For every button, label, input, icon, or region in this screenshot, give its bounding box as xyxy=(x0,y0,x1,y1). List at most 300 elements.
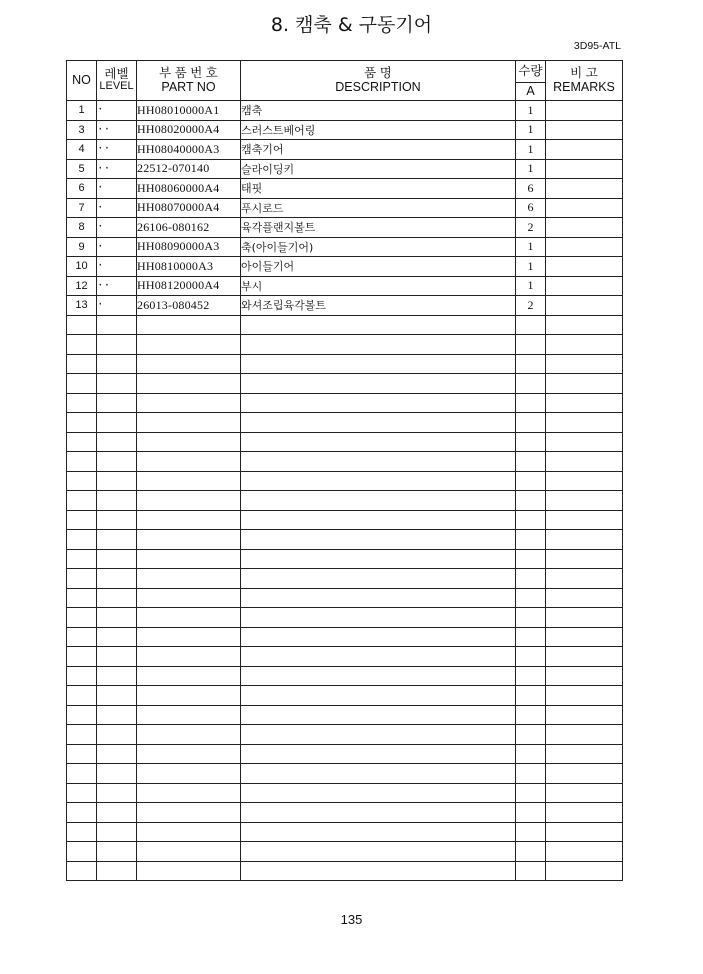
part-remarks xyxy=(546,705,623,725)
part-remarks xyxy=(546,744,623,764)
part-number xyxy=(137,549,241,569)
part-description xyxy=(241,354,516,374)
model-code: 3D95-ATL xyxy=(573,40,621,52)
part-number-index xyxy=(67,432,97,452)
part-number xyxy=(137,569,241,589)
part-quantity: 1 xyxy=(516,120,546,140)
part-remarks xyxy=(546,374,623,394)
part-level: · xyxy=(97,218,137,238)
part-quantity xyxy=(516,491,546,511)
part-remarks xyxy=(546,803,623,823)
page-number: 135 xyxy=(340,912,363,927)
part-number: HH08120000A4 xyxy=(137,276,241,296)
empty-table-row xyxy=(67,432,623,452)
part-number-index xyxy=(67,510,97,530)
part-number-index: 8 xyxy=(67,218,97,238)
part-remarks xyxy=(546,101,623,121)
part-level xyxy=(97,569,137,589)
part-number xyxy=(137,842,241,862)
empty-table-row xyxy=(67,549,623,569)
part-number: HH08070000A4 xyxy=(137,198,241,218)
part-number xyxy=(137,627,241,647)
part-description: 스러스트베어링 xyxy=(241,120,516,140)
part-remarks xyxy=(546,335,623,355)
part-description xyxy=(241,627,516,647)
part-quantity: 2 xyxy=(516,218,546,238)
part-number xyxy=(137,471,241,491)
part-description xyxy=(241,666,516,686)
part-level xyxy=(97,647,137,667)
table-row xyxy=(67,257,623,277)
part-description: 아이들기어 xyxy=(241,257,516,277)
part-number-index xyxy=(67,705,97,725)
part-remarks xyxy=(546,822,623,842)
part-number xyxy=(137,452,241,472)
part-description xyxy=(241,803,516,823)
part-description xyxy=(241,413,516,433)
empty-table-row xyxy=(67,783,623,803)
part-number xyxy=(137,491,241,511)
part-number xyxy=(137,705,241,725)
part-quantity xyxy=(516,861,546,881)
part-level xyxy=(97,491,137,511)
header-remarks-ko-right: 고 xyxy=(585,66,598,81)
header-level-ko: 레벨 xyxy=(104,67,129,82)
part-remarks xyxy=(546,140,623,160)
part-number: HH08090000A3 xyxy=(137,237,241,257)
part-level xyxy=(97,452,137,472)
part-number-index xyxy=(67,608,97,628)
part-quantity: 1 xyxy=(516,159,546,179)
header-level xyxy=(97,61,137,101)
part-number-index xyxy=(67,822,97,842)
part-remarks xyxy=(546,315,623,335)
part-remarks xyxy=(546,549,623,569)
part-quantity xyxy=(516,393,546,413)
part-quantity xyxy=(516,744,546,764)
part-level: · xyxy=(97,101,137,121)
part-number-index xyxy=(67,354,97,374)
part-number-index: 7 xyxy=(67,198,97,218)
empty-table-row xyxy=(67,471,623,491)
part-remarks xyxy=(546,686,623,706)
part-level xyxy=(97,627,137,647)
empty-table-row xyxy=(67,803,623,823)
part-level xyxy=(97,335,137,355)
part-description xyxy=(241,569,516,589)
empty-table-row xyxy=(67,393,623,413)
part-level xyxy=(97,822,137,842)
empty-table-row xyxy=(67,647,623,667)
part-quantity xyxy=(516,452,546,472)
part-number-index xyxy=(67,335,97,355)
part-remarks xyxy=(546,530,623,550)
part-description xyxy=(241,393,516,413)
part-level: ·· xyxy=(97,140,137,160)
part-quantity xyxy=(516,842,546,862)
part-number xyxy=(137,393,241,413)
part-number xyxy=(137,686,241,706)
part-level: · xyxy=(97,237,137,257)
part-level xyxy=(97,413,137,433)
header-qty-sub: A xyxy=(516,83,546,101)
part-description xyxy=(241,335,516,355)
part-level: ·· xyxy=(97,120,137,140)
part-quantity: 1 xyxy=(516,237,546,257)
part-quantity xyxy=(516,315,546,335)
header-qty: 수량 xyxy=(516,61,546,83)
part-level xyxy=(97,861,137,881)
part-number-index xyxy=(67,725,97,745)
part-level xyxy=(97,530,137,550)
part-level: ·· xyxy=(97,159,137,179)
table-row xyxy=(67,101,623,121)
empty-table-row xyxy=(67,627,623,647)
part-description xyxy=(241,686,516,706)
table-row xyxy=(67,218,623,238)
empty-table-row xyxy=(67,413,623,433)
part-remarks xyxy=(546,218,623,238)
part-remarks xyxy=(546,120,623,140)
part-level xyxy=(97,705,137,725)
part-number xyxy=(137,530,241,550)
part-quantity xyxy=(516,764,546,784)
part-remarks xyxy=(546,608,623,628)
empty-table-row xyxy=(67,705,623,725)
part-quantity: 1 xyxy=(516,257,546,277)
header-level-en: LEVEL xyxy=(99,80,134,93)
part-level xyxy=(97,666,137,686)
part-number-index: 9 xyxy=(67,237,97,257)
part-number xyxy=(137,510,241,530)
header-remarks xyxy=(546,61,623,101)
part-description: 캠축기어 xyxy=(241,140,516,160)
part-remarks xyxy=(546,413,623,433)
part-level xyxy=(97,686,137,706)
parts-table-body xyxy=(67,101,623,881)
part-number xyxy=(137,822,241,842)
part-quantity xyxy=(516,335,546,355)
part-remarks xyxy=(546,179,623,199)
part-number-index: 5 xyxy=(67,159,97,179)
part-quantity xyxy=(516,705,546,725)
part-number-index xyxy=(67,471,97,491)
part-number-index xyxy=(67,452,97,472)
part-number-index xyxy=(67,549,97,569)
part-number xyxy=(137,354,241,374)
part-quantity xyxy=(516,725,546,745)
part-level xyxy=(97,354,137,374)
part-quantity xyxy=(516,822,546,842)
table-row xyxy=(67,179,623,199)
empty-table-row xyxy=(67,744,623,764)
header-remarks-ko-left: 비 xyxy=(570,66,583,81)
header-part-ko: 부 품 번 호 xyxy=(159,66,218,81)
part-level xyxy=(97,471,137,491)
empty-table-row xyxy=(67,666,623,686)
part-number-index xyxy=(67,374,97,394)
part-remarks xyxy=(546,764,623,784)
part-level: · xyxy=(97,198,137,218)
part-quantity xyxy=(516,413,546,433)
part-quantity: 2 xyxy=(516,296,546,316)
part-number: 22512-070140 xyxy=(137,159,241,179)
part-number-index xyxy=(67,393,97,413)
part-description xyxy=(241,549,516,569)
part-number: HH0810000A3 xyxy=(137,257,241,277)
part-quantity: 6 xyxy=(516,198,546,218)
part-number-index xyxy=(67,666,97,686)
header-description xyxy=(241,61,516,101)
empty-table-row xyxy=(67,354,623,374)
part-description xyxy=(241,842,516,862)
part-number-index xyxy=(67,686,97,706)
part-remarks xyxy=(546,452,623,472)
part-remarks xyxy=(546,198,623,218)
empty-table-row xyxy=(67,374,623,394)
empty-table-row xyxy=(67,452,623,472)
part-remarks xyxy=(546,491,623,511)
empty-table-row xyxy=(67,725,623,745)
part-number-index xyxy=(67,413,97,433)
part-remarks xyxy=(546,783,623,803)
part-remarks xyxy=(546,627,623,647)
table-row xyxy=(67,296,623,316)
part-number xyxy=(137,647,241,667)
empty-table-row xyxy=(67,588,623,608)
part-number: HH08020000A4 xyxy=(137,120,241,140)
part-description xyxy=(241,588,516,608)
part-description: 슬라이딩키 xyxy=(241,159,516,179)
part-number-index xyxy=(67,783,97,803)
header-part-no xyxy=(137,61,241,101)
part-level xyxy=(97,608,137,628)
part-description xyxy=(241,374,516,394)
header-desc-ko xyxy=(241,67,515,80)
part-level: · xyxy=(97,257,137,277)
part-number-index xyxy=(67,744,97,764)
table-row xyxy=(67,140,623,160)
part-quantity xyxy=(516,627,546,647)
part-description xyxy=(241,744,516,764)
part-quantity xyxy=(516,666,546,686)
part-number xyxy=(137,744,241,764)
part-remarks xyxy=(546,842,623,862)
part-description xyxy=(241,452,516,472)
part-quantity xyxy=(516,686,546,706)
table-row xyxy=(67,198,623,218)
part-level xyxy=(97,744,137,764)
part-remarks xyxy=(546,159,623,179)
part-number: HH08010000A1 xyxy=(137,101,241,121)
part-level xyxy=(97,549,137,569)
empty-table-row xyxy=(67,335,623,355)
part-level xyxy=(97,842,137,862)
empty-table-row xyxy=(67,842,623,862)
part-remarks xyxy=(546,647,623,667)
part-number xyxy=(137,588,241,608)
table-row xyxy=(67,237,623,257)
empty-table-row xyxy=(67,861,623,881)
part-number xyxy=(137,335,241,355)
part-remarks xyxy=(546,237,623,257)
part-number-index: 13 xyxy=(67,296,97,316)
empty-table-row xyxy=(67,491,623,511)
part-remarks xyxy=(546,393,623,413)
part-description xyxy=(241,647,516,667)
empty-table-row xyxy=(67,569,623,589)
part-quantity xyxy=(516,530,546,550)
part-description: 와셔조립육각볼트 xyxy=(241,296,516,316)
part-quantity xyxy=(516,783,546,803)
part-number-index xyxy=(67,315,97,335)
part-level xyxy=(97,764,137,784)
part-description xyxy=(241,530,516,550)
part-remarks xyxy=(546,296,623,316)
part-description xyxy=(241,861,516,881)
part-remarks xyxy=(546,666,623,686)
part-quantity xyxy=(516,354,546,374)
part-quantity: 1 xyxy=(516,276,546,296)
table-row xyxy=(67,276,623,296)
part-number xyxy=(137,803,241,823)
part-description xyxy=(241,783,516,803)
part-remarks xyxy=(546,569,623,589)
part-remarks xyxy=(546,432,623,452)
parts-table xyxy=(66,60,623,881)
part-number-index xyxy=(67,861,97,881)
part-description xyxy=(241,471,516,491)
part-quantity xyxy=(516,608,546,628)
part-number: 26106-080162 xyxy=(137,218,241,238)
table-row xyxy=(67,120,623,140)
part-description xyxy=(241,705,516,725)
part-number-index xyxy=(67,530,97,550)
header-part-en: PART NO xyxy=(161,79,216,94)
part-remarks xyxy=(546,510,623,530)
empty-table-row xyxy=(67,530,623,550)
part-quantity xyxy=(516,432,546,452)
part-description xyxy=(241,608,516,628)
part-number-index: 4 xyxy=(67,140,97,160)
part-remarks xyxy=(546,471,623,491)
header-desc-ko-right: 명 xyxy=(379,66,392,81)
part-level xyxy=(97,374,137,394)
part-number-index xyxy=(67,803,97,823)
part-number-index: 12 xyxy=(67,276,97,296)
part-quantity xyxy=(516,471,546,491)
part-level: · xyxy=(97,296,137,316)
part-number: HH08060000A4 xyxy=(137,179,241,199)
part-level: ·· xyxy=(97,276,137,296)
part-level xyxy=(97,803,137,823)
part-level xyxy=(97,432,137,452)
part-number xyxy=(137,725,241,745)
part-level: · xyxy=(97,179,137,199)
part-description xyxy=(241,822,516,842)
part-level xyxy=(97,315,137,335)
part-number xyxy=(137,764,241,784)
part-level xyxy=(97,588,137,608)
header-desc-ko-left: 품 xyxy=(364,66,377,81)
part-number-index xyxy=(67,842,97,862)
part-description: 육각플랜지볼트 xyxy=(241,218,516,238)
part-number-index xyxy=(67,588,97,608)
header-remarks-ko xyxy=(546,67,622,80)
part-quantity xyxy=(516,569,546,589)
part-quantity xyxy=(516,803,546,823)
part-description: 부시 xyxy=(241,276,516,296)
empty-table-row xyxy=(67,822,623,842)
part-quantity xyxy=(516,588,546,608)
header-remarks-en: REMARKS xyxy=(553,79,615,94)
part-description xyxy=(241,725,516,745)
part-level xyxy=(97,725,137,745)
part-remarks xyxy=(546,257,623,277)
part-number: 26013-080452 xyxy=(137,296,241,316)
part-level xyxy=(97,393,137,413)
empty-table-row xyxy=(67,764,623,784)
part-number xyxy=(137,315,241,335)
part-description: 푸시로드 xyxy=(241,198,516,218)
part-description: 캠축 xyxy=(241,101,516,121)
part-remarks xyxy=(546,725,623,745)
part-number-index xyxy=(67,647,97,667)
part-number xyxy=(137,666,241,686)
part-number-index xyxy=(67,491,97,511)
part-quantity: 1 xyxy=(516,101,546,121)
page-title: 8. 캠축 & 구동기어 xyxy=(270,14,433,36)
empty-table-row xyxy=(67,315,623,335)
part-number xyxy=(137,608,241,628)
part-number-index: 6 xyxy=(67,179,97,199)
part-number-index: 10 xyxy=(67,257,97,277)
part-quantity: 6 xyxy=(516,179,546,199)
part-number: HH08040000A3 xyxy=(137,140,241,160)
part-remarks xyxy=(546,861,623,881)
part-number xyxy=(137,374,241,394)
header-desc-en: DESCRIPTION xyxy=(335,79,421,94)
part-description: 태핏 xyxy=(241,179,516,199)
part-number xyxy=(137,861,241,881)
part-level xyxy=(97,510,137,530)
empty-table-row xyxy=(67,510,623,530)
part-description xyxy=(241,432,516,452)
part-remarks xyxy=(546,354,623,374)
empty-table-row xyxy=(67,608,623,628)
table-row xyxy=(67,159,623,179)
part-number-index xyxy=(67,627,97,647)
part-number xyxy=(137,783,241,803)
part-description xyxy=(241,491,516,511)
part-description xyxy=(241,315,516,335)
part-number xyxy=(137,413,241,433)
empty-table-row xyxy=(67,686,623,706)
part-quantity xyxy=(516,549,546,569)
part-quantity xyxy=(516,510,546,530)
part-number-index xyxy=(67,569,97,589)
part-remarks xyxy=(546,588,623,608)
part-number-index: 3 xyxy=(67,120,97,140)
part-remarks xyxy=(546,276,623,296)
part-number-index: 1 xyxy=(67,101,97,121)
part-description xyxy=(241,510,516,530)
part-level xyxy=(97,783,137,803)
part-description xyxy=(241,764,516,784)
part-quantity xyxy=(516,374,546,394)
part-number-index xyxy=(67,764,97,784)
part-number xyxy=(137,432,241,452)
